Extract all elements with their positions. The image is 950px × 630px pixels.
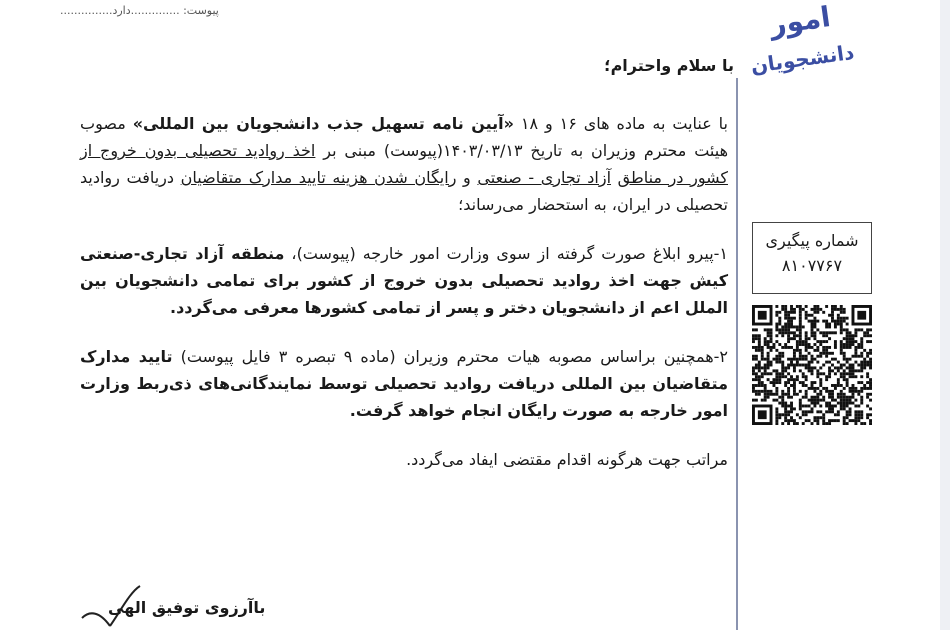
text: ۱-پیرو ابلاغ صورت گرفته از سوی وزارت امور خارجه (پیوست)، [284,244,729,263]
margin-divider [736,78,738,630]
item2-paragraph [80,343,728,424]
text: محترم وزیران به تاریخ ۱۴۰۳/۰۳/۱۳(پیوست) مبنی بر [315,141,687,160]
qr-code[interactable] [752,305,872,425]
bold-text: منطقه آزاد تجاری-صنعتی کیش [80,244,728,290]
text: مصوب هیئت [80,114,729,160]
item1-paragraph [80,240,728,321]
intro-paragraph [80,110,728,218]
bold-text: تایید مدارک متقاضیان [80,347,728,393]
text: و [456,168,478,187]
bold-text: رایگان انجام خواهد گرفت. [349,401,558,420]
underlined-text: رایگان شدن هزینه تایید مدارک متقاضیان [180,168,457,187]
bylaw-title: «آیین نامه تسهیل جذب دانشجویان بین المللی» [132,114,514,133]
closing: مراتب جهت هرگونه اقدام مقتضی ایفاد می‌گردد. [406,450,728,469]
text: ۲-همچنین براساس مصوبه هیات محترم وزیران (ماده ۹ تبصره ۳ فایل پیوست) [172,347,729,366]
university-logo [742,0,862,78]
signoff: باآرزوی توفیق الهی [108,598,266,617]
svg-text:امور: امور [767,0,833,42]
text: دریافت روادید تحصیلی در ایران، به [80,168,728,214]
tracking-number: ۸۱۰۷۷۶۷ [781,256,843,275]
bold-text: دانشجویان دختر و پسر از تمامی کشورها معرفی می‌گردد. [170,298,626,317]
tracking-label: شماره پیگیری [765,231,859,250]
bold-text: بین المللی دریافت روادید تحصیلی توسط نمایندگانی‌های ذی‌ربط وزارت امور خارجه به صورت [80,374,728,420]
greeting: با سلام واحترام؛ [604,56,734,75]
underlined-text: اخذ روادید تحصیلی بدون خروج از کشور در مناطق [80,141,728,187]
svg-text:دانشجویان: دانشجویان [749,39,856,78]
page-margin [940,0,950,630]
underlined-text: آزاد تجاری - صنعتی [477,168,612,187]
tracking-number-box [752,222,872,294]
bold-text: جهت اخذ روادید تحصیلی بدون خروج از کشور برای تمامی دانشجویان بین الملل اعم از [80,271,728,317]
text: استحضار می‌رساند؛ [458,195,589,214]
text: با عنایت به ماده های ۱۶ و ۱۸ [513,114,729,133]
attachment-field: پیوست: ..............دارد............... [60,4,219,17]
letter-body [80,110,728,495]
